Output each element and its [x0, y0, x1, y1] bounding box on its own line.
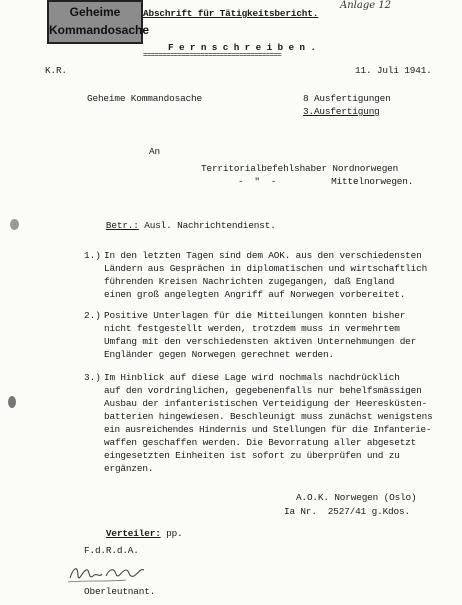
paragraph-line: Engländer gegen Norwegen gerechnet werden.	[104, 349, 334, 360]
address-line-1: Territorialbefehlshaber Nordnorwegen	[201, 163, 399, 174]
paragraph-line: Umfang mit den verschiedensten aktiven Unternehmungen der	[104, 336, 417, 347]
distribution-label: Verteiler:	[105, 528, 161, 540]
paragraph-line: Ländern aus Gesprächen in diplomatischen und wirtschaftlich	[104, 263, 428, 274]
paragraph-line: batterien hingewiesen. Beschleunigt muss zunächst wenigstens	[104, 411, 433, 422]
paragraph-line: einen groß angelegten Angriff auf Norwegen vorbereitet.	[104, 289, 406, 300]
copy-note: Abschrift für Tätigkeitsbericht.	[143, 8, 319, 19]
paragraph-line: Positive Unterlagen für die Mitteilungen konnten bisher	[104, 310, 406, 321]
document-title: F e r n s c h r e i b e n .	[168, 42, 316, 53]
secret-stamp	[47, 0, 150, 44]
paragraph-line: Im Hinblick auf diese Lage wird nochmals nachdrücklich	[104, 372, 400, 383]
subject-line	[84, 212, 276, 240]
address-line-2: - " - Mittelnorwegen.	[238, 176, 414, 187]
copy-number: 3.Ausfertigung	[303, 106, 380, 117]
document-date: 11. Juli 1941.	[355, 65, 432, 76]
paragraph-line: führenden Kreisen Nachrichten zugegangen, daß England	[104, 276, 395, 287]
paragraph-line: eingesetzten Einheiten ist sofort zu überprüfen und zu	[104, 450, 400, 461]
paragraph-line: ergänzen.	[104, 463, 154, 474]
distribution-line	[84, 520, 183, 548]
subject-label: Betr.:	[105, 220, 139, 232]
classification: Geheime Kommandosache	[87, 93, 202, 104]
sender-line-2: Ia Nr. 2527/41 g.Kdos.	[284, 506, 410, 517]
paragraph-number: 2.)	[84, 310, 101, 321]
stamp-line-2: Kommandosache	[49, 23, 150, 37]
paragraph-line: ein ausreichendes Hindernis und Stellungen für die Infanterie-	[104, 424, 432, 435]
subject-text: Ausl. Nachrichtendienst.	[138, 220, 276, 232]
punch-hole-bottom	[8, 396, 16, 408]
paragraph-line: nicht festgestellt werden, trotzdem muss in vermehrtem	[104, 323, 400, 334]
paragraph-line: waffen geschaffen werden. Die Bevorratung aller abgesetzt	[104, 437, 417, 448]
punch-hole-top	[10, 219, 19, 230]
address-an: An	[149, 146, 160, 157]
copy-count: 8 Ausfertigungen	[303, 93, 391, 104]
kr-label: K.R.	[45, 65, 67, 76]
paragraph-number: 1.)	[84, 250, 101, 261]
signature-scribble	[66, 560, 166, 586]
paragraph-line: auf den vordringlichen, gegebenenfalls nur behelfsmässigen	[104, 385, 422, 396]
handwritten-annotation: Anlage 12	[340, 0, 392, 11]
stamp-line-1: Geheime	[69, 5, 121, 19]
paragraph-number: 3.)	[84, 372, 101, 383]
paragraph-line: In den letzten Tagen sind dem AOK. aus den verschiedensten	[104, 250, 422, 261]
sender-line-1: A.O.K. Norwegen (Oslo)	[296, 492, 417, 503]
paragraph-line: Ausbau der infanteristischen Verteidigung der Heeresküsten-	[104, 398, 428, 409]
distribution-text: pp.	[160, 528, 183, 540]
certification: F.d.R.d.A.	[84, 545, 139, 556]
title-underline: ====================================	[143, 52, 282, 60]
signatory-rank: Oberleutnant.	[84, 586, 156, 597]
